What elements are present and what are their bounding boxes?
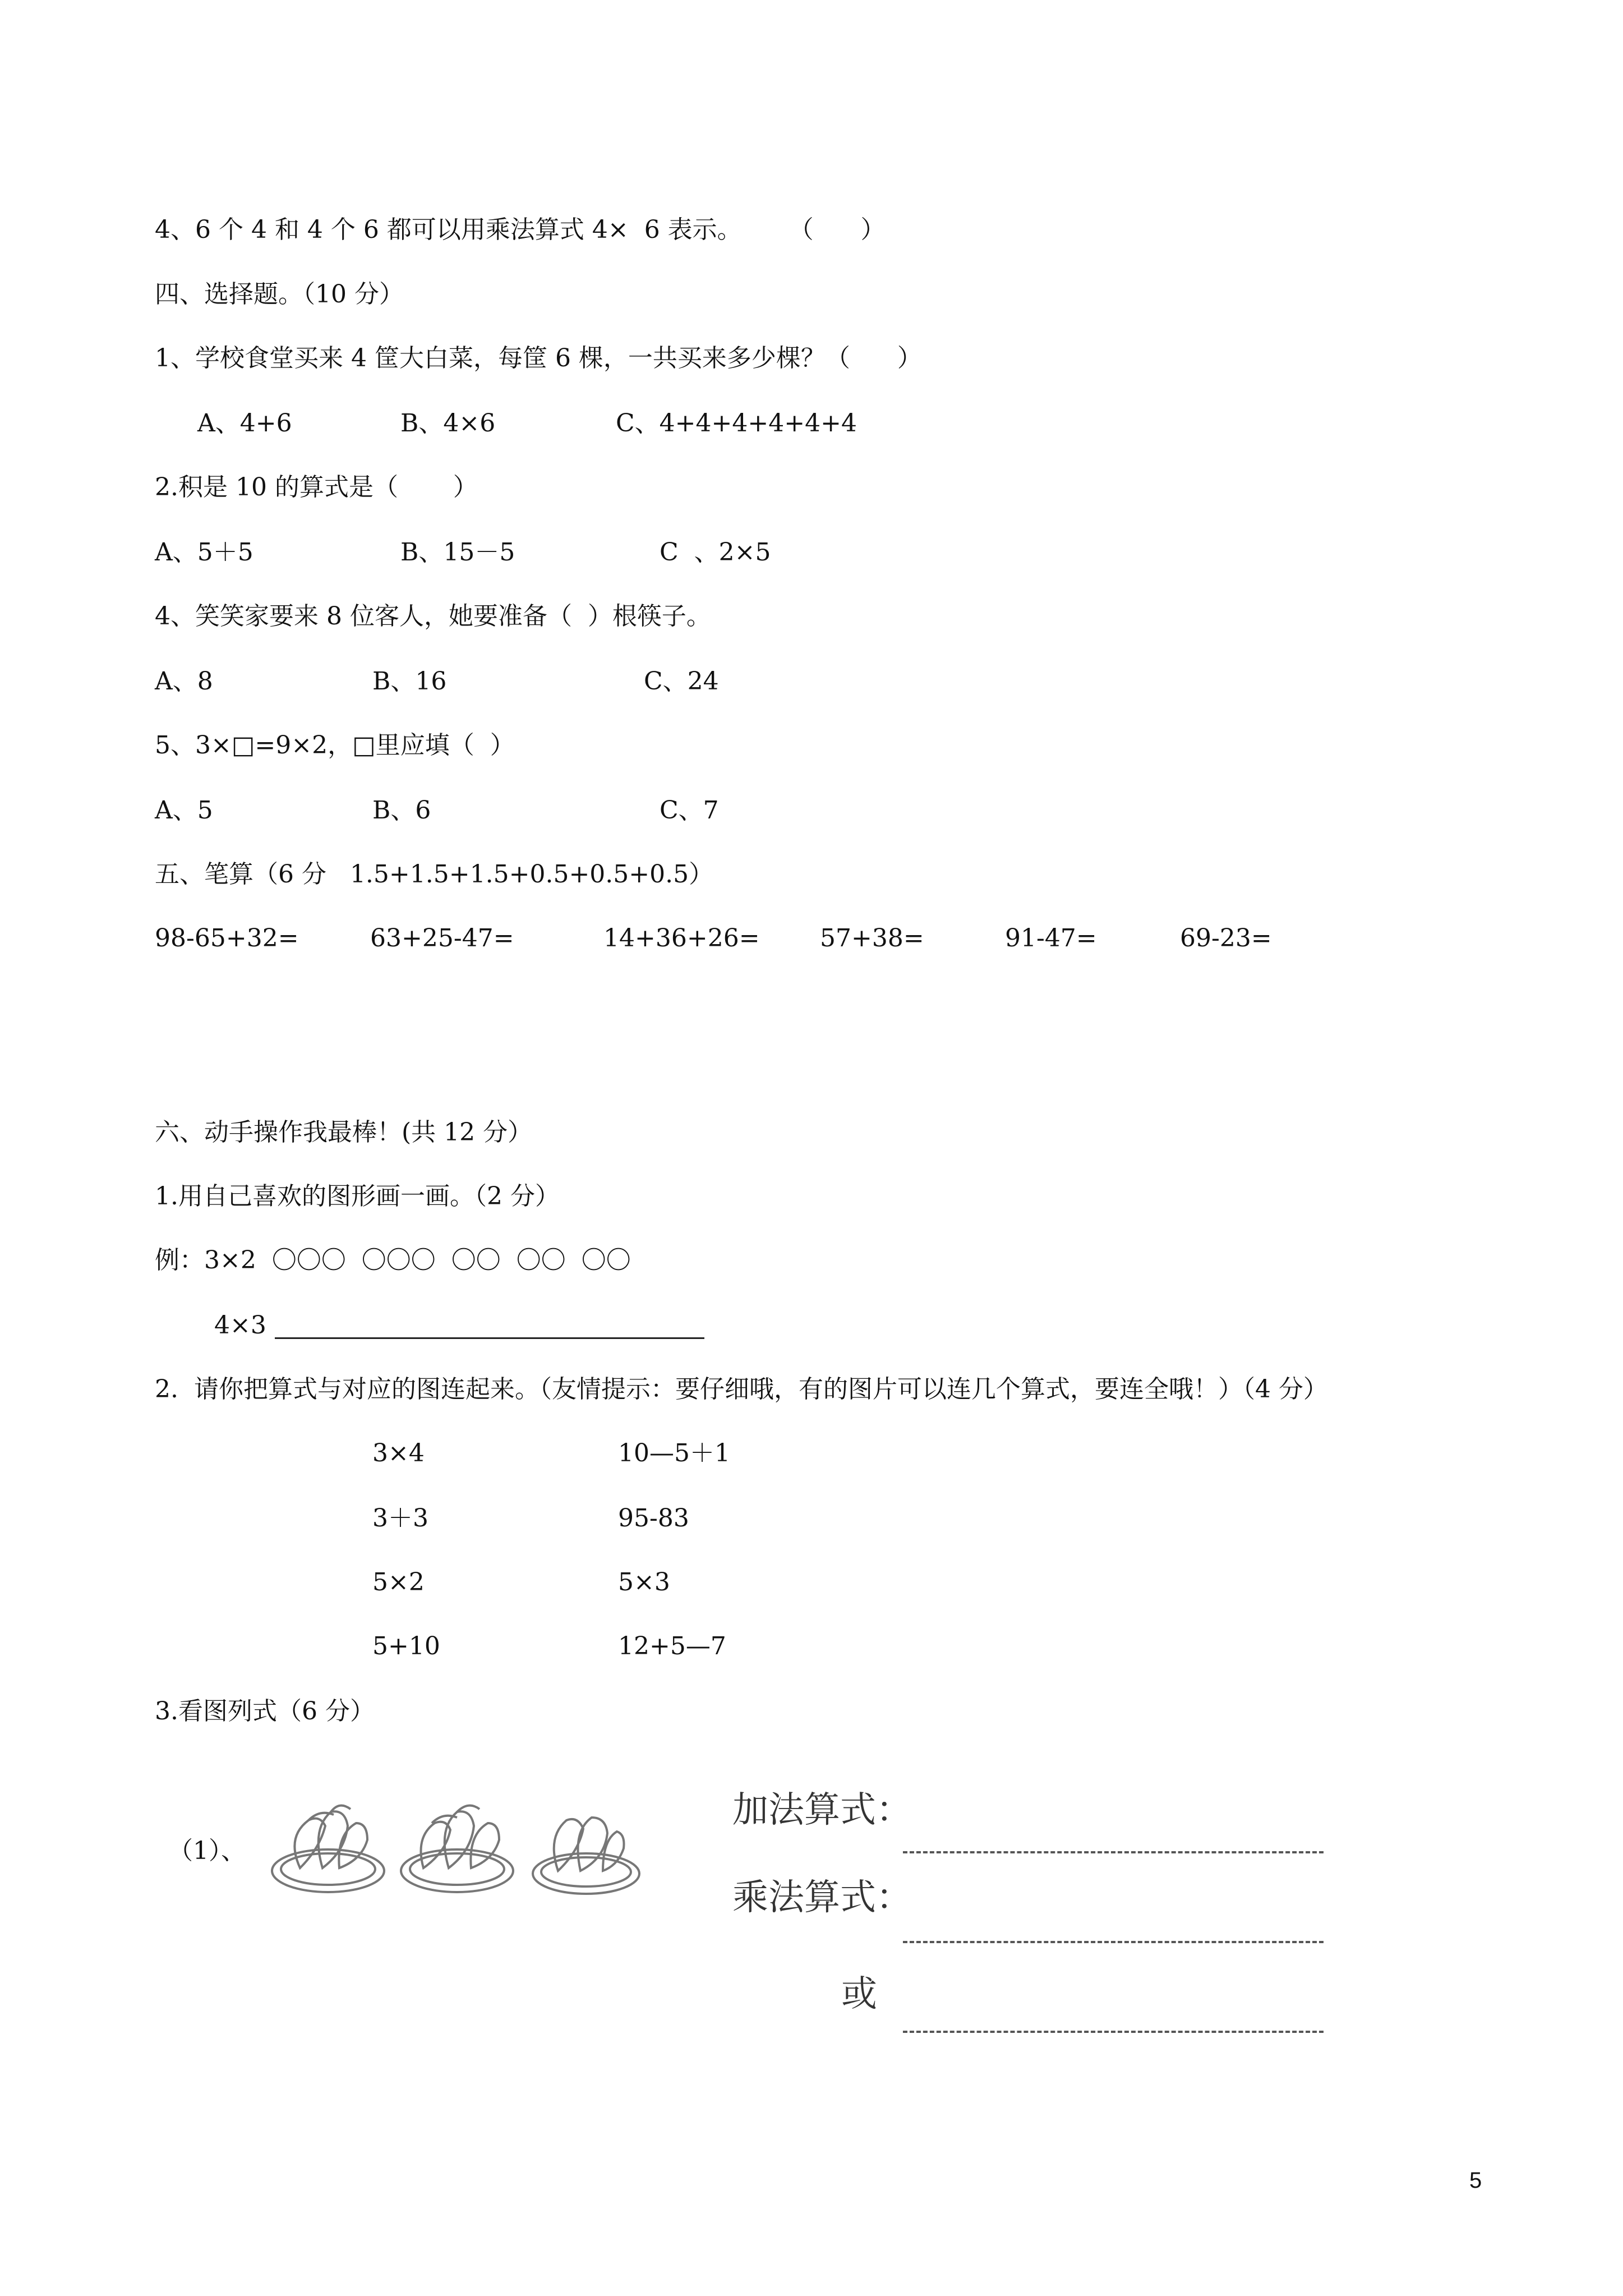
s4-q5-option-c: C、7 (660, 796, 719, 825)
s4-q1-option-b: B、4×6 (400, 409, 496, 438)
s6-question-1: 1.用自己喜欢的图形画一画。（2 分） (155, 1182, 560, 1211)
plate-1-image (272, 1806, 384, 1892)
section-5-title: 五、笔算（6 分 1.5+1.5+1.5+0.5+0.5+0.5） (155, 860, 714, 889)
section-4-title: 四、选择题。（10 分） (155, 280, 404, 309)
s4-q4-option-a: A、8 (155, 667, 213, 696)
s6-question-3: 3.看图列式（6 分） (155, 1697, 375, 1726)
match-right-3[interactable]: 5×3 (618, 1568, 670, 1596)
s4-question-1: 1、学校食堂买来 4 筐大白菜，每筐 6 棵，一共买来多少棵？（ ） (155, 344, 922, 372)
page-number: 5 (1469, 2168, 1482, 2193)
s4-q2-option-b: B、15－5 (400, 538, 515, 567)
s4-question-4: 4、笑笑家要来 8 位客人，她要准备（ ）根筷子。 (155, 602, 711, 631)
addition-formula-label: 加法算式： (732, 1789, 912, 1831)
addition-answer-line[interactable] (903, 1851, 1324, 1853)
match-left-1[interactable]: 3×4 (372, 1439, 425, 1467)
q3-item-4: 4、6 个 4 和 4 个 6 都可以用乘法算式 4× 6 表示。 （ ） (155, 215, 886, 244)
multiplication-answer-line[interactable] (903, 1941, 1324, 1943)
calc-item-5: 91-47= (1005, 924, 1097, 953)
s4-q5-option-a: A、5 (155, 796, 213, 825)
calc-item-2: 63+25-47= (370, 924, 514, 953)
s4-question-2: 2.积是 10 的算式是（ ） (155, 473, 478, 501)
calc-item-6: 69-23= (1180, 924, 1272, 953)
calc-item-1: 98-65+32= (155, 924, 299, 953)
calc-item-3: 14+36+26= (603, 924, 760, 953)
s4-q1-option-c: C、4+4+4+4+4+4 (616, 409, 857, 438)
match-left-3[interactable]: 5×2 (372, 1568, 425, 1596)
match-left-4[interactable]: 5+10 (372, 1632, 440, 1660)
s6-question-2: 2. 请你把算式与对应的图连起来。（友情提示：要仔细哦，有的图片可以连几个算式，要连全哦！）（4 分） (155, 1375, 1328, 1404)
section-6-title: 六、动手操作我最棒！(共 12 分） (155, 1118, 533, 1147)
s4-q5-option-b: B、6 (372, 796, 431, 825)
match-left-2[interactable]: 3＋3 (372, 1504, 428, 1533)
match-right-4[interactable]: 12+5—7 (618, 1632, 726, 1660)
s4-q1-option-a: A、4+6 (197, 409, 292, 438)
s4-q2-option-a: A、5＋5 (155, 538, 253, 567)
plate-2-image (401, 1806, 513, 1892)
plate-3-image (533, 1818, 639, 1894)
alternative-answer-line[interactable] (903, 2031, 1324, 2033)
match-right-2[interactable]: 95-83 (618, 1504, 689, 1533)
or-label: 或 (841, 1973, 877, 2015)
s6-q3-label: （1）、 (168, 1837, 246, 1865)
s6-q1-task: 4×3 (214, 1311, 266, 1340)
s4-q2-option-c: C 、2×5 (660, 538, 771, 567)
match-right-1[interactable]: 10—5＋1 (618, 1439, 730, 1467)
s4-question-5: 5、3×□=9×2，□里应填（ ） (155, 731, 515, 760)
s6-q1-answer-line[interactable] (275, 1337, 704, 1339)
multiplication-formula-label: 乘法算式： (732, 1877, 912, 1918)
s4-q4-option-c: C、24 (644, 667, 719, 696)
s4-q4-option-b: B、16 (372, 667, 447, 696)
calc-item-4: 57+38= (820, 924, 924, 953)
dumpling-plates-illustration (264, 1784, 656, 1902)
s6-q1-example: 例：3×2 〇〇〇 〇〇〇 〇〇 〇〇 〇〇 (155, 1246, 631, 1274)
